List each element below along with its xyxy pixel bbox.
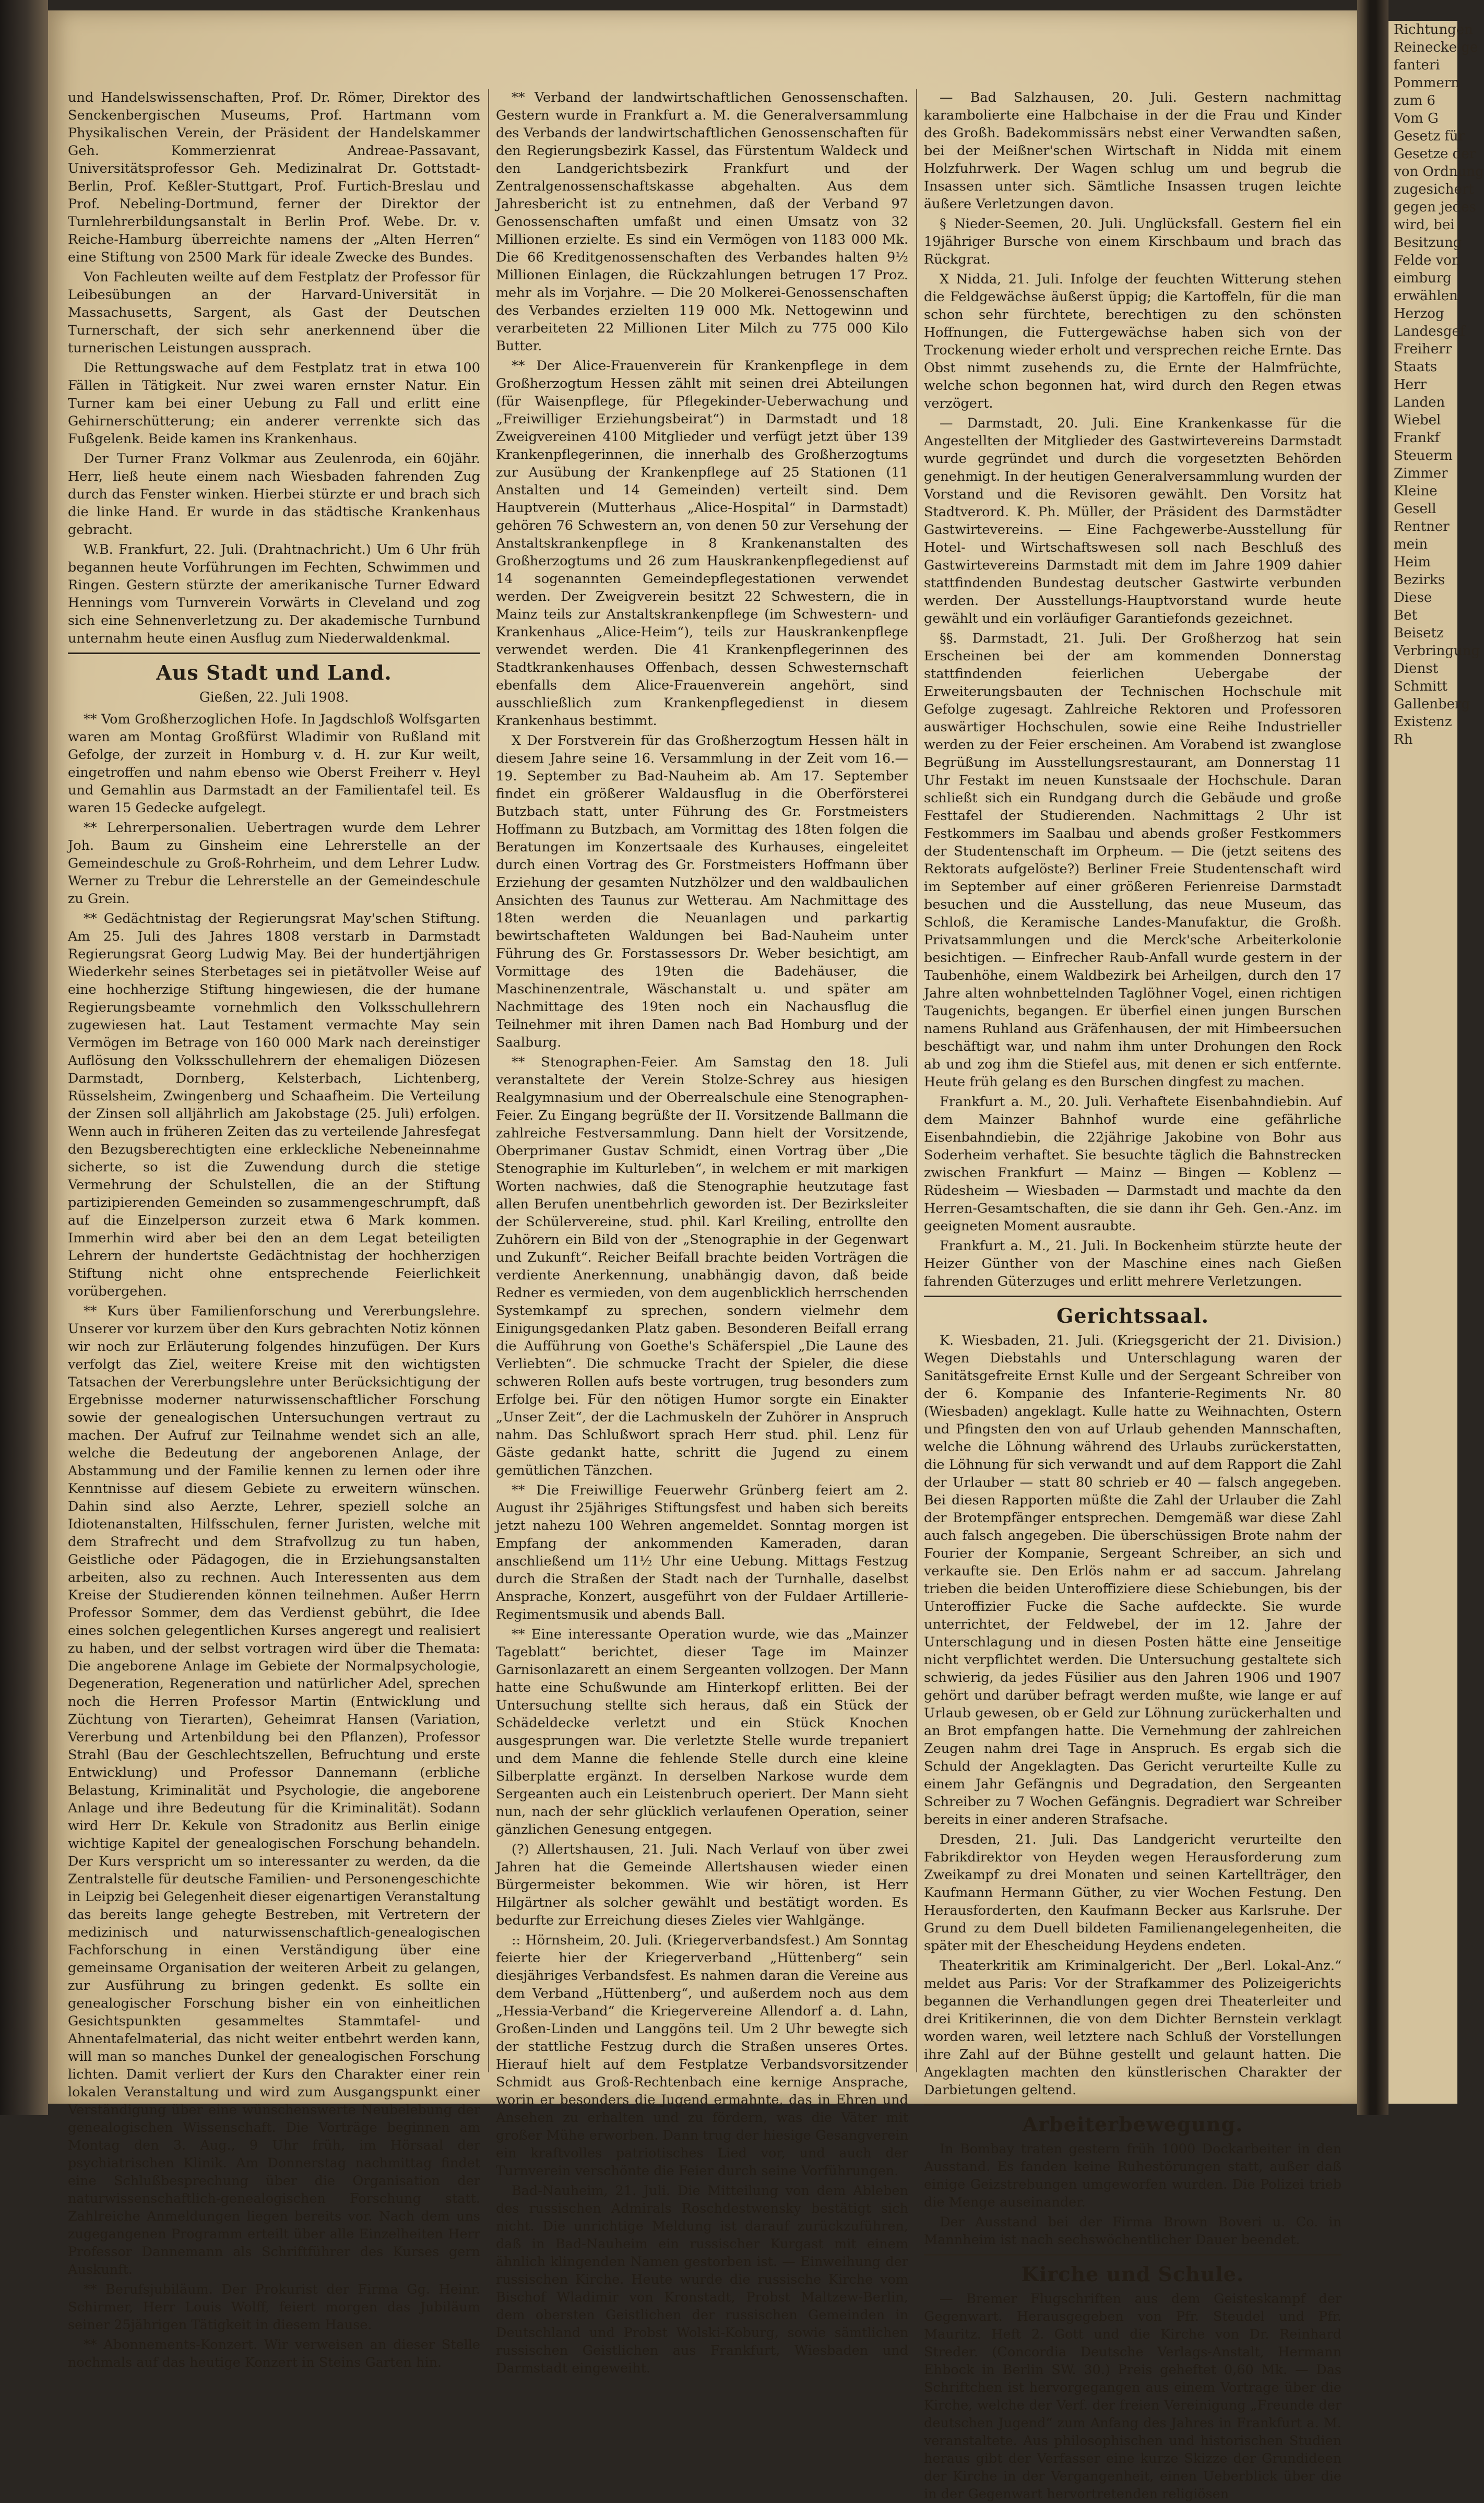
article-paragraph: ** Stenographen-Feier. Am Samstag den 18. Juli veranstaltete der Verein Stolze-Schrey aus hiesigen Realgymnasium und der Oberrealschule eine Stenographen-Feier. Zu Eingang begrüßte der II. Vorsitzende Ballmann die zahlreiche Festversammlung. Dann hielt der Vorsitzende, Oberprimaner Gustav Schmidt, einen Vortrag über „Die Stenographie im Kulturleben“, in welchem er mit markigen Worten nachwies, daß die Stenographie heutzutage fast allen Berufen unentbehrlich geworden ist. Der Bezirksleiter der Schülervereine, stud. phil. Karl Kreiling, entrollte den Zuhörern ein Bild von der „Stenographie in der Gegenwart und Zukunft“. Reicher Beifall brachte beiden Vorträgen die verdiente Anerkennung, unabhängig davon, daß beide Redner es vermieden, von dem augenblicklich herrschenden Systemkampf zu sprechen, sondern vielmehr dem Einigungsgedanken Platz gaben. Besonderen Beifall errang die Aufführung von Goethe's Schäferspiel „Die Laune des Verliebten“. Die schmucke Tracht der Spieler, die diese schweren Rollen aufs beste vortrugen, trug besonders zum Erfolge bei. Für den nötigen Humor sorgte ein Einakter „Unser Zeit“, der die Lachmuskeln der Zuhörer in Anspruch nahm. Das Schlußwort sprach Herr stud. phil. Lenz für Gäste gedankt hatte, schritt die Jugend zu einem gemütlichen Tänzchen.: [496, 1054, 908, 1478]
page-fragment-text: Existenz: [1394, 714, 1452, 730]
section-heading: Arbeiterbewegung.: [1022, 2113, 1243, 2136]
page-fragment-text: Gesetz für: [1394, 128, 1465, 144]
dateline: Gießen, 22. Juli 1908.: [199, 690, 349, 705]
page-fragment-text: gegen jedes: [1394, 199, 1476, 215]
article-paragraph: § Nieder-Seemen, 20. Juli. Unglücksfall. Gestern fiel ein 19jähriger Bursche von einem Kirschbaum und brach das Rückgrat.: [924, 216, 1341, 267]
article-paragraph: Frankfurt a. M., 21. Juli. In Bockenheim stürzte heute der Heizer Günther von der Maschine eines nach Gießen fahrenden Güterzuges und erlitt mehrere Verletzungen.: [924, 1238, 1341, 1289]
article-paragraph: Frankfurt a. M., 20. Juli. Verhaftete Eisenbahndiebin. Auf dem Mainzer Bahnhof wurde eine gefährliche Eisenbahndiebin, die 22jährige Jakobine von Bohr aus Soderheim verhaftet. Sie besuchte täglich die Bahnstrecken zwischen Frankfurt — Mainz — Bingen — Koblenz — Rüdesheim — Wiesbaden — Darmstadt und machte da den Herren-Gesamtschaften, die sie dann ihr Geh. Gen.-Anz. im geeigneten Moment ausraubte.: [924, 1094, 1341, 1234]
page-fragment-text: Zimmer: [1394, 466, 1448, 481]
page-fragment-text: Verbringung: [1394, 643, 1480, 659]
page-fragment-text: Steuerm: [1394, 448, 1453, 464]
page-fragment-text: Rentner: [1394, 519, 1450, 535]
page-fragment-text: Gallenberg: [1394, 696, 1470, 712]
book-binding-left: [0, 0, 48, 2115]
section-heading: Kirche und Schule.: [1021, 2262, 1244, 2286]
page-fragment-text: Bet: [1394, 608, 1417, 623]
page-fragment-text: Bezirks: [1394, 572, 1445, 588]
article-paragraph: W.B. Frankfurt, 22. Juli. (Drahtnachricht.) Um 6 Uhr früh begannen heute Vorführungen im Fechten, Schwimmen und Ringen. Gestern stürzte der amerikanische Turner Edward Hennings vom Turnverein Vorwärts in Cleveland und zog sich eine Sehnenverletzung zu. Der akademische Turnbund unternahm heute einen Ausflug zum Niederwaldenkmal.: [68, 542, 480, 646]
page-fragment-text: Rh: [1394, 732, 1413, 748]
section-divider: [924, 2104, 1341, 2106]
column-middle: [496, 89, 908, 2376]
page-fragment-text: Freiherr: [1394, 341, 1452, 357]
page-fragment-text: Vom G: [1394, 111, 1439, 126]
section-divider: [68, 653, 480, 654]
section-heading: Aus Stadt und Land.: [156, 661, 392, 684]
article-paragraph: In Bombay traten gestern früh 1000 Dockarbeiter in den Ausstand. Es fanden keine Ruhestörungen statt, außer daß einige Geizstrebungen umgeworfen wurden. Die Polizei trieb die Menge auseinander.: [924, 2141, 1341, 2210]
page-fragment-text: Herzog: [1394, 306, 1444, 322]
page-fragment-text: Landesgef: [1394, 324, 1465, 339]
page-fragment-text: Beisetz: [1394, 625, 1444, 641]
column-divider: [488, 89, 489, 2072]
article-paragraph: (?) Allertshausen, 21. Juli. Nach Verlauf von über zwei Jahren hat die Gemeinde Allertshausen wieder einen Bürgermeister bekommen. Wie wir hören, ist Herr Hilgärtner als solcher gewählt und bestätigt worden. Es bedurfte zur Erreichung dieses Zieles vier Wahlgänge.: [496, 1842, 908, 1928]
article-paragraph: Von Fachleuten weilte auf dem Festplatz der Professor für Leibesübungen an der Harvard-Universität in Massachusetts, Sargent, als Gast der Deutschen Turnerschaft, der sich sehr anerkennend über die turnerischen Leistungen aussprach.: [68, 269, 480, 356]
article-paragraph: ** Vom Großherzoglichen Hofe. In Jagdschloß Wolfsgarten waren am Montag Großfürst Wladimir von Rußland mit Gefolge, der zurzeit in Homburg v. d. H. zur Kur weilt, eingetroffen und nahm ebenso wie Oberst Freiherr v. Heyl und Gemahlin aus Darmstadt an der Familientafel teil. Es waren 15 Gedecke aufgelegt.: [68, 711, 480, 816]
article-paragraph: ** Der Alice-Frauenverein für Krankenpflege in dem Großherzogtum Hessen zählt mit seinen drei Abteilungen (für Waisenpflege, für Pflegekinder-Ueberwachung und „Freiwilliger Erziehungsbeirat“) in Darmstadt und 18 Zweigvereinen 4100 Mitglieder und verfügt jetzt über 139 Krankenpflegerinnen, die innerhalb des Großherzogtums zur Ausübung der Krankenpflege auf 25 Stationen (11 Anstalten und 14 Gemeinden) verteilt sind. Dem Hauptverein (Mutterhaus „Alice-Hospital“ in Darmstadt) gehören 76 Schwestern an, von denen 50 zur Versehung der Anstaltskrankenpflege in 8 Krankenanstalten des Großherzogtums und 26 zum Hauskrankenpflegedienst auf 14 sogenannten Gemeindepflegestationen verwendet werden. Der Zweigverein besitzt 22 Schwestern, die in Mainz teils zur Anstaltskrankenpflege (im Schwestern- und Krankenhaus „Alice-Heim“), teils zur Hauskrankenpflege verwendet werden. Die 41 Krankenpflegerinnen des Stadtkrankenhauses Offenbach, dessen Schwesternschaft ebenfalls dem Alice-Frauenverein angehört, sind ausschließlich zum Krankenpflegedienst in diesem Krankenhaus bestimmt.: [496, 358, 908, 729]
book-gutter-right: [1357, 0, 1388, 2115]
page-fragment-text: Gesell: [1394, 501, 1436, 517]
page-fragment-text: eimburg: [1394, 270, 1452, 286]
article-paragraph: ** Eine interessante Operation wurde, wie das „Mainzer Tageblatt“ berichtet, dieser Tage im Mainzer Garnisonlazarett an einem Sergeanten vollzogen. Der Mann hatte eine Schußwunde am Hinterkopf erlitten. Bei der Untersuchung stellte sich heraus, daß ein Stück der Schädeldecke verletzt und ein Stück Knochen ausgesprungen war. Die verletzte Stelle wurde trepaniert und dem Manne die fehlende Stelle durch eine kleine Silberplatte ergänzt. In derselben Narkose wurde dem Sergeanten auch ein Leistenbruch operiert. Der Mann sieht nun, nach der sehr glücklich verlaufenen Operation, seiner gänzlichen Genesung entgegen.: [496, 1627, 908, 1837]
page-fragment-text: Besitzung: [1394, 235, 1462, 251]
article-paragraph: ** Verband der landwirtschaftlichen Genossenschaften. Gestern wurde in Frankfurt a. M. die Generalversammlung des Verbands der landwirtschaftlichen Genossenschaften für den Regierungsbezirk Kassel, das Fürstentum Waldeck und den Landgerichtsbezirk Frankfurt und der Zentralgenossenschaftskasse abgehalten. Aus dem Jahresbericht ist zu entnehmen, daß der Verband 97 Genossenschaften umfaßt und einen Umsatz von 32 Millionen erzielte. Es sind ein Vermögen von 1183 000 Mk. Die 66 Kreditgenossenschaften des Verbandes halten 9½ Millionen Einlagen, die Rückzahlungen betrugen 17 Proz. mehr als im Vorjahre. — Die 20 Molkerei-Genossenschaften des Verbandes erzielten 119 000 Mk. Nettogewinn und verarbeiteten 22 Millionen Liter Milch zu 775 000 Kilo Butter.: [496, 90, 908, 354]
page-fragment-text: Richtungen: [1394, 22, 1473, 38]
page-fragment-text: Wiebel: [1394, 412, 1441, 428]
column-left: [68, 89, 480, 2370]
article-paragraph: :: Hörnsheim, 20. Juli. (Kriegerverbandsfest.) Am Sonntag feierte hier der Kriegerverband „Hüttenberg“ sein diesjähriges Verbandsfest. Es nahmen daran die Vereine aus dem Verband „Hüttenberg“, und außerdem noch aus dem „Hessia-Verband“ die Kriegervereine Allendorf a. d. Lahn, Großen-Linden und Langgöns teil. Um 2 Uhr bewegte sich der stattliche Festzug durch die Straßen unseres Ortes. Hierauf hielt auf dem Festplatze Verbandsvorsitzender Schmidt aus Groß-Rechtenbach eine kernige Ansprache, worin er besonders die Jugend ermahnte, das in Ehren und Ansehen zu erhalten und zu fördern, was die Väter mit großer Mühe erworben. Dann trug der hiesige Gesangverein ein kraftvolles patriotisches Lied vor, und auch der Turnverein verschönte die Feier durch seine Vorführungen.: [496, 1932, 908, 2179]
article-paragraph: und Handelswissenschaften, Prof. Dr. Römer, Direktor des Senckenbergischen Museums, Prof. Hartmann vom Physikalischen Verein, der Präsident der Handelskammer Geh. Kommerzienrat Andreae-Passavant, Universitätsprofessor Geh. Medizinalrat Dr. Gottstadt-Berlin, Prof. Keßler-Stuttgart, Prof. Furtich-Breslau und Prof. Nebeling-Dortmund, ferner der Direktor der Turnlehrerbildungsanstalt in Berlin Prof. Webe. Dr. v. Reiche-Hamburg überreichte namens der „Alten Herren“ eine Stiftung von 2500 Mark für ideale Zwecke des Bundes.: [68, 90, 480, 265]
page-fragment-text: Felde von: [1394, 253, 1461, 268]
article-paragraph: Dresden, 21. Juli. Das Landgericht verurteilte den Fabrikdirektor von Heyden wegen Herausforderung zum Zweikampf zu drei Monaten und seinen Kartellträger, den Kaufmann Hermann Güther, zu vier Wochen Festung. Den Herausforderten, den Kaufmann Becker aus Karlsruhe. Der Grund zu dem Duell bildeten Familienangelegenheiten, die später mit der Ehescheidung Heydens endeten.: [924, 1832, 1341, 1954]
page-fragment-text: fanteri: [1394, 57, 1440, 73]
page-fragment-text: Dienst: [1394, 661, 1439, 677]
column-right: [924, 89, 1341, 2502]
page-fragment-text: Staats: [1394, 359, 1438, 375]
page-fragment-text: Schmitt: [1394, 679, 1447, 694]
article-paragraph: Der Turner Franz Volkmar aus Zeulenroda, ein 60jähr. Herr, ließ heute einem nach Wiesbaden fahrenden Zug durch das Fenster winken. Hierbei stürzte er und brach sich die linke Hand. Er wurde in das städtische Krankenhaus gebracht.: [68, 451, 480, 538]
page-fragment-text: Pommern: [1394, 75, 1459, 91]
page-fragment-text: Landen: [1394, 395, 1445, 410]
page-fragment-text: Kleine: [1394, 483, 1438, 499]
page-fragment-text: Heim: [1394, 554, 1431, 570]
section-heading: Gerichtssaal.: [1056, 1304, 1209, 1327]
page-fragment-text: Frankf: [1394, 430, 1440, 446]
page-fragment-text: Gesetze der: [1394, 146, 1476, 162]
article-paragraph: ** Berufsjubiläum. Der Prokurist der Firma Gg. Heinr. Schirmer, Herr Louis Wolff, feiert morgen das Jubiläum seiner 25jährigen Tätigkeit in diesem Hause.: [68, 2282, 480, 2333]
article-paragraph: Theaterkritik am Kriminalgericht. Der „Berl. Lokal-Anz.“ meldet aus Paris: Vor der Strafkammer des Polizeigerichts begannen die Verhandlungen gegen drei Theaterleiter und drei Kritikerinnen, die von dem Dichter Bernstein verklagt worden waren, weil letztere nach Schluß der Vorstellungen ihre Zahl auf der Bühne gestellt und gelaunt hatten. Die Angeklagten machten den künstlerischen Charakter der Darbietungen geltend.: [924, 1958, 1341, 2098]
page-fragment-text: von Ordnung: [1394, 164, 1484, 180]
article-paragraph: Die Rettungswache auf dem Festplatz trat in etwa 100 Fällen in Tätigkeit. Nur zwei waren ernster Natur. Ein Turner kam bei einer Uebung zu Fall und erlitt eine Gehirnerschütterung; ein anderer verrenkte sich das Fußgelenk. Beide kamen ins Krankenhaus.: [68, 360, 480, 447]
article-paragraph: — Bad Salzhausen, 20. Juli. Gestern nachmittag karambolierte eine Halbchaise in der die Frau und Kinder des Großh. Badekommissärs nebst einer Verwandten saßen, bei der Meißner'schen Wirtschaft in Nidda mit einem Holzfuhrwerk. Der Wagen schlug um und begrub die Insassen unter sich. Sämtliche Insassen trugen leichte äußere Verletzungen davon.: [924, 90, 1341, 212]
page-fragment-text: wird, bei: [1394, 217, 1455, 233]
article-paragraph: ** Die Freiwillige Feuerwehr Grünberg feiert am 2. August ihr 25jähriges Stiftungsfest und haben sich bereits jetzt nahezu 100 Wehren angemeldet. Sonntag morgen ist Empfang der ankommenden Kameraden, daran anschließend um 11½ Uhr eine Uebung. Mittags Festzug durch die Straßen der Stadt nach der Turnhalle, daselbst Ansprache, Konzert, ausgeführt von der Fuldaer Artillerie-Regimentsmusik und abends Ball.: [496, 1482, 908, 1622]
article-paragraph: Bad-Nauheim, 21. Juli. Die Mitteilung von dem Ableben des russischen Admirals Roschdestwensky bestätigt sich nicht. Die unrichtige Meldung ist darauf zurückzuführen, daß in Bad-Nauheim ein russischer Kurgast mit einem ähnlich klingenden Namen gestorben ist. — Einweihung der russischen Kirche. Heute wurde die russische Kirche vom Bischof Wladimir von Kronstadt, Probst Maltzew-Berlin, dem obersten Geistlichen der russischen Gemeinden in Deutschland und Probst Wolski-Koburg, sowie sämtlichen russischen Geistlichen aus Frankfurt, Wiesbaden und Darmstadt eingeweiht.: [496, 2183, 908, 2376]
adjacent-page-fragment: [1388, 21, 1484, 2104]
article-paragraph: Der Ausstand bei der Firma Brown Boveri u. Co. in Mannheim ist nach sechswöchentlicher Dauer beendet.: [924, 2214, 1341, 2248]
article-paragraph: ** Abonnements-Konzert. Wir verweisen an dieser Stelle nochmals auf das heutige Konzert in Steins Garten hin.: [68, 2337, 480, 2370]
article-paragraph: — Darmstadt, 20. Juli. Eine Krankenkasse für die Angestellten der Mitglieder des Gastwirtevereins Darmstadt wurde gegründet und durch die vorgesetzten Behörden genehmigt. In der heutigen Generalversammlung wurden der Vorstand und die Revisoren gewählt. Den Vorsitz hat Stadtverord. K. Ph. Müller, der Präsident des Darmstädter Gastwirtevereins. — Eine Fachgewerbe-Ausstellung für Hotel- und Wirtschaftswesen soll nach Beschluß des Gastwirtevereins Darmstadt mit dem im Jahre 1909 dahier stattfindenden Bundestag deutscher Gastwirte verbunden werden. Der Ausstellungs-Hauptvorstand wurde heute gewählt und ein vorläufiger Garantiefonds gezeichnet.: [924, 416, 1341, 626]
article-paragraph: ** Gedächtnistag der Regierungsrat May'schen Stiftung. Am 25. Juli des Jahres 1808 verstarb in Darmstadt Regierungsrat Georg Ludwig May. Bei der hundertjährigen Wiederkehr seines Sterbetages sei in pietätvoller Weise auf eine hochherzige Stiftung hingewiesen, die der humane Regierungsbeamte vornehmlich den Volksschullehrern zugewiesen hat. Laut Testament vermachte May sein Vermögen im Betrage von 160 000 Mark nach dereinstiger Auflösung den Volksschullehrern der ehemaligen Diözesen Darmstadt, Dornberg, Kelsterbach, Lichtenberg, Rüsselsheim, Zwingenberg und Schaafheim. Die Verteilung der Zinsen soll alljährlich am Jakobstage (25. Juli) erfolgen. Wenn auch in früheren Zeiten das zu verteilende Jahresfegat den Bezugsberechtigten eine erkleckliche Nebeneinnahme sicherte, so ist die Zuwendung durch die stetige Vermehrung der Schulstellen, die an der Stiftung partizipierenden Gemeinden so zusammengeschrumpft, daß auf die Einzelperson zurzeit etwa 6 Mark kommen. Immerhin wird aber bei den an dem Legat beteiligten Lehrern der hundertste Gedächtnistag der hochherzigen Stiftung nicht ohne entsprechende Feierlichkeit vorübergehen.: [68, 911, 480, 1299]
page-fragment-text: mein: [1394, 537, 1428, 552]
page-fragment-text: zum 6: [1394, 93, 1435, 109]
article-paragraph: X Nidda, 21. Juli. Infolge der feuchten Witterung stehen die Feldgewächse äußerst üppig; die Kartoffeln, für die man schon sehr fürchtete, berechtigen zu den schönsten Hoffnungen, die Futtergewächse haben sich von der Trockenung wieder erholt und versprechen reiche Ernte. Das Obst nimmt zusehends zu, die Ernte der Halmfrüchte, welche schon begonnen hat, wird durch den Regen etwas verzögert.: [924, 271, 1341, 411]
article-paragraph: ** Lehrerpersonalien. Uebertragen wurde dem Lehrer Joh. Baum zu Ginsheim eine Lehrerstelle an der Gemeindeschule zu Groß-Rohrheim, und dem Lehrer Ludw. Werner zu Trebur die Lehrerstelle an der Gemeindeschule zu Grein.: [68, 820, 480, 907]
section-divider: [924, 2254, 1341, 2256]
page-fragment-text: erwählen: [1394, 288, 1458, 304]
column-divider: [916, 89, 917, 2072]
article-paragraph: §§. Darmstadt, 21. Juli. Der Großherzog hat sein Erscheinen bei der am kommenden Donnerstag stattfindenden feierlichen Uebergabe der Erweiterungsbauten der Technischen Hochschule mit Gefolge zugesagt. Zahlreiche Rektoren und Professoren auswärtiger Hochschulen, sowie eine Reihe Industrieller werden zu der Feier erscheinen. Am Vorabend ist zwanglose Begrüßung im Ausstellungsrestaurant, am Donnerstag 11 Uhr Festakt im neuen Kunstsaale der Hochschule. Daran schließt sich ein Rundgang durch die Gebäude und große Festtafel der Studierenden. Nachmittags 2 Uhr ist Festkommers im Saalbau und abends großer Festkommers der Studentenschaft im Orpheum. — Die (jetzt seitens des Rektorats aufgelöste?) Berliner Freie Studentenschaft wird im September auf einer größeren Ferienreise Darmstadt besuchen und die Ausstellung, das neue Museum, das Schloß, die Keramische Landes-Manufaktur, die Großh. Privatsammlungen und die Merck'sche Arbeiterkolonie besichtigen. — Einfrecher Raub-Anfall wurde gestern in der Taubenhöhe, einem Waldbezirk bei Arheilgen, durch den 17 Jahre alten wohnbettelnden Taglöhner Vogel, einen richtigen Taugenichts, begangen. Er überfiel einen jungen Burschen namens Ruhland aus Gräfenhausen, der mit Himbeersuchen beschäftigt war, und nahm ihm unter Drohungen den Rock ab und zog ihm die Stiefel aus, mit denen er sich entfernte. Heute früh gelang es den Burschen dingfest zu machen.: [924, 631, 1341, 1090]
article-paragraph: ** Kurs über Familienforschung und Vererbungslehre. Unserer vor kurzem über den Kurs gebrachten Notiz können wir noch zur Erläuterung folgendes hinzufügen. Der Kurs verfolgt das Ziel, weitere Kreise mit den wichtigsten Tatsachen der Vererbungslehre unter Berücksichtigung der Ergebnisse moderner naturwissenschaftlicher Forschung sowie der genealogischen Untersuchungen vertraut zu machen. Der Aufruf zur Teilnahme wendet sich an alle, welche die Bedeutung der angeborenen Anlage, der Abstammung und der Familie kennen zu lernen oder ihre Kenntnisse auf diesem Gebiete zu erweitern wünschen. Dahin sind also Aerzte, Lehrer, speziell solche an Idiotenanstalten, Hilfsschulen, ferner Juristen, welche mit dem Strafrecht und dem Strafvollzug zu tun haben, Geistliche oder Pädagogen, die in Erziehungsanstalten arbeiten, also zu rechnen. Auch Interessenten aus dem Kreise der Studierenden können teilnehmen. Außer Herrn Professor Sommer, dem das Verdienst gebührt, die Idee eines solchen gelegentlichen Kurses angeregt und realisiert zu haben, und der selbst vortragen wird über die Themata: Die angeborene Anlage im Gebiete der Normalpsychologie, Degeneration, Regeneration und natürlicher Adel, sprechen noch die Herren Professor Martin (Entwicklung und Züchtung von Tierarten), Geheimrat Hansen (Variation, Vererbung und Artenbildung bei den Pflanzen), Professor Strahl (Bau der Geschlechtszellen, Befruchtung und erste Entwicklung) und Professor Dannemann (erbliche Belastung, Kriminalität und Psychologie, die angeborene Anlage und ihre Bedeutung für die Kriminalität). Sodann wird Herr Dr. Kekule von Stradonitz aus Berlin einige wichtige Kapitel der genealogischen Forschung behandeln. Der Kurs verspricht um so interessanter zu werden, da die Zentralstelle für deutsche Familien- und Personengeschichte in Leipzig bei Gelegenheit dieser eigenartigen Veranstaltung das bereits lange gehegte Bestreben, mit Vertretern der medizinisch und naturwissenschaftlich-genealogischen Fachforschung in einen Verständigung über eine gemeinsame Organisation der weiteren Arbeit zu gelangen, zur Ausführung zu bringen gedenkt. Es sollte ein genealogischer Forschung bisher ein von einheitlichen Gesichtspunkten gesammeltes Stammtafel- und Ahnentafelmaterial, das nicht weiter entbehrt werden kann, will man so manches Dunkel der genealogischen Forschung lichten. Damit verliert der Kurs den Charakter einer rein lokalen Veranstaltung und wird zum Ausgangspunkt einer Verständigung über eine wünschenswerte Neubelebung der genealogischen Wissenschaft. Die Vorträge beginnen am Montag den 3. Aug., 9 Uhr früh, im Hörsaal der psychiatrischen Klinik. Am Donnerstag nachmittag findet eine Schlußbesprechung über die Organisation der naturwissenschaftlich-genealogischen Forschung statt. Zahlreiche Anmeldungen liegen bereits vor. Nach dem uns zugegangenen Programm erteilt über alle Einzelheiten Herr Professor Dannemann als Schriftführer des Kurses gern Auskunft.: [68, 1303, 480, 2277]
page-fragment-text: zugesichert: [1394, 182, 1474, 197]
page-fragment-text: Herr: [1394, 377, 1427, 393]
article-paragraph: — Bremer Flugschriften aus dem Geisteskampf der Gegenwart. Herausgegeben von Pfr. Steudel und Pfr. Mauritz. Heft 2. Gott und die Kirche von Dr. Reinhard Streder. (Concordia Deutsche Verlags-Anstalt, Hermann Ehbock in Berlin SW. 30.) Preis geheftet 0,60 Mk. — Das Schriftchen ist hervorgegangen aus einem Vortrage über die Kirche, welche der Verf. der freien Vereinigung „Freunde der deutschen Jugend“ zum Anfang des Jahres in Frankfurt a. M. veranstaltete. Aus philosophischen und historischen Studien heraus gibt der Verfasser eine kurze Skizze der Grundideen der Kirche in der Vergangenheit, einen Ueberblick über die in der Gegenwart hervortretenden religiösen: [924, 2291, 1341, 2502]
page-fragment-text: Reinecke ge: [1394, 40, 1478, 55]
article-paragraph: X Der Forstverein für das Großherzogtum Hessen hält in diesem Jahre seine 16. Versammlung in der Zeit vom 16.—19. September zu Bad-Nauheim ab. Am 17. September findet ein größerer Waldausflug in die Oberförsterei Butzbach statt, unter Führung des Gr. Forstmeisters Hoffmann zu Butzbach, am Vormittag des 18ten folgen die Beratungen im Konzertsaale des Kurhauses, eingeleitet durch einen Vortrag des Gr. Forstmeisters Hoffmann über Erziehung der gesamten Nutzhölzer und den waldbaulichen Ansichten des Taunus zur Wetterau. Am Nachmittage des 18ten werden die Neuanlagen und parkartig bewirtschafteten Waldungen bei Bad-Nauheim unter Führung des Gr. Forstassessors Dr. Weber besichtigt, am Vormittage des 19ten die Badehäuser, die Maschinenzentrale, Wäschanstalt u. und später am Nachmittage des 19ten noch ein Nachausflug die Teilnehmer mit ihren Damen nach Bad Homburg und der Saalburg.: [496, 733, 908, 1050]
page-fragment-text: Diese: [1394, 590, 1432, 606]
section-divider: [924, 1296, 1341, 1297]
article-paragraph: K. Wiesbaden, 21. Juli. (Kriegsgericht der 21. Division.) Wegen Diebstahls und Unterschlagung waren der Sanitätsgefreite Ernst Kulle und der Sergeant Schreiber von der 6. Kompanie des Infanterie-Regiments Nr. 80 (Wiesbaden) angeklagt. Kulle hatte zu Weihnachten, Ostern und Pfingsten den von auf Urlaub gehenden Mannschaften, welche die Löhnung während des Urlaubs zurückerstatten, die Löhnung für sich verwandt und auf dem Rapport die Zahl der Urlauber — statt 80 schrieb er 40 — falsch angegeben. Bei diesen Rapporten müßte die Zahl der Urlauber die Zahl der Brotempfänger entsprechen. Demgemäß war diese Zahl auch falsch angegeben. Die überschüssigen Brote nahm der Fourier der Kompanie, Sergeant Schreiber, an sich und verkaufte sie. Den Erlös nahm er ad saccum. Jahrelang trieben die beiden Unteroffiziere diese Schiebungen, bis der Unteroffizier Fucke die Sache aufdeckte. Sie wurde unterrichtet, der Feldwebel, der im 12. Jahre der Unterschlagung und in diesen Posten hätte eine Jenseitige nicht verpflichtet werden. Die Untersuchung gestaltete sich schwierig, da jedes Füsilier aus den Jahren 1906 und 1907 gehört und darüber befragt werden mußte, wie lange er auf Urlaub gewesen, ob er Geld zur Löhnung zurückerhalten und an Brot empfangen hatte. Die Vernehmung der zahlreichen Zeugen nahm drei Tage in Anspruch. Es ergab sich die Schuld der Angeklagten. Das Gericht verurteilte Kulle zu einem Jahr Gefängnis und Degradation, den Sergeanten Schreiber zu 7 Wochen Gefängnis. Degradiert war Schreiber bereits in einer anderen Strafsache.: [924, 1333, 1341, 1828]
